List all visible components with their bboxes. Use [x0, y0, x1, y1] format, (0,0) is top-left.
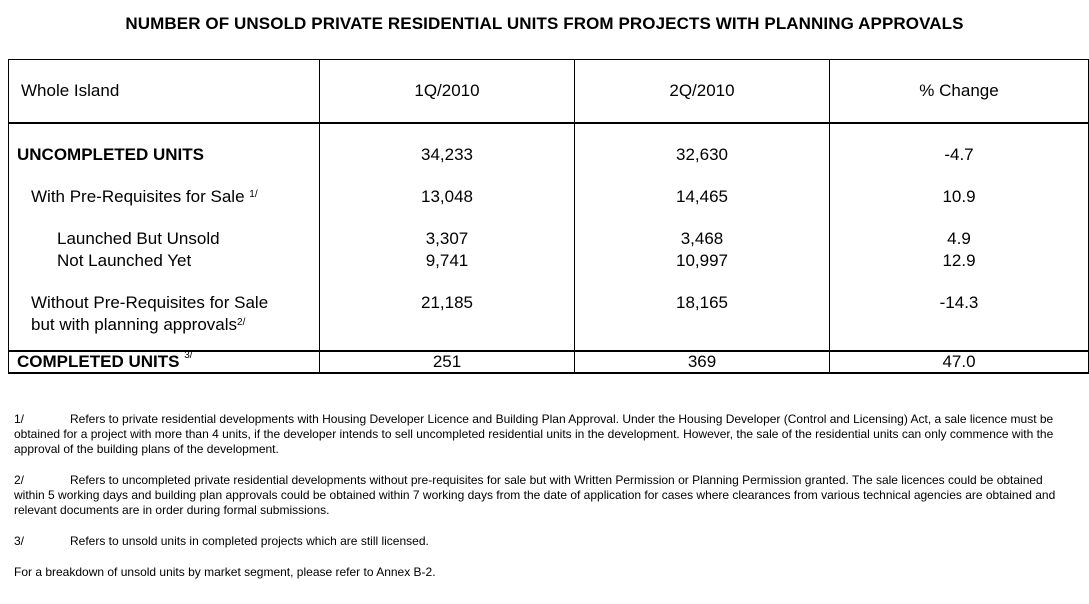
- uncompleted-q2: 32,630: [676, 145, 728, 164]
- table-header-row: [9, 60, 1089, 124]
- footnote-3: [14, 534, 1074, 549]
- header-region: Whole Island: [9, 60, 320, 124]
- without-prereq-change: -14.3: [939, 293, 979, 312]
- completed-units-row: [9, 351, 1089, 373]
- without-prereq-label-line1: Without Pre-Requisites for Sale: [31, 293, 269, 312]
- with-prereq-change: 10.9: [942, 187, 976, 206]
- with-prereq-label: With Pre-Requisites for Sale: [31, 187, 245, 206]
- header-pct-change: % Change: [830, 60, 1089, 124]
- closing-note: For a breakdown of unsold units by market segment, please refer to Annex B-2.: [14, 565, 436, 579]
- not-launched-label: Not Launched Yet: [57, 251, 192, 270]
- without-prereq-q1: 21,185: [421, 293, 473, 312]
- report-title: NUMBER OF UNSOLD PRIVATE RESIDENTIAL UNITS FROM PROJECTS WITH PLANNING APPROVALS: [125, 14, 964, 33]
- uncompleted-q1: 34,233: [421, 145, 473, 164]
- table-body-row: [9, 123, 1089, 351]
- launched-q1: 3,307: [425, 229, 469, 248]
- footnote-1-number: 1/: [14, 412, 25, 426]
- completed-units-label: COMPLETED UNITS: [17, 352, 180, 371]
- completed-change: 47.0: [830, 351, 1089, 373]
- footnotes: [14, 412, 1074, 596]
- footnote-2-text: Refers to uncompleted private residential developments without pre-requisites for sale but with Written Permission or Planning Permission granted. The sale licences could be obtained within 5 working days and building plan approvals could be obtained within 7 working days from the date of application for cases where clearances from various technical agencies are obtained and relevant documents are in order during formal submissions.: [14, 473, 1056, 517]
- without-prereq-q2: 18,165: [676, 293, 728, 312]
- without-prereq-label-line2-row: [9, 314, 319, 336]
- with-prereq-label-row: [9, 186, 319, 208]
- footnote-1: [14, 412, 1074, 457]
- completed-label-cell: [9, 351, 320, 373]
- row-labels-column: [9, 123, 320, 351]
- not-launched-q1: 9,741: [425, 251, 469, 270]
- footnote-1-text: Refers to private residential developments with Housing Developer Licence and Building Plan Approval. Under the Housing Developer (Control and Licensing) Act, a sale licence must be obtained for a project with more than 4 units, if the developer intends to sell uncompleted residential units in the development. However, the sale of the residential units can only commence with the approval of the building plans of the development.: [14, 412, 1054, 456]
- footnote-3-text: Refers to unsold units in completed projects which are still licensed.: [70, 534, 429, 548]
- uncompleted-units-label: UNCOMPLETED UNITS: [17, 145, 204, 164]
- header-2q2010: 2Q/2010: [575, 60, 830, 124]
- without-prereq-label-line2: but with planning approvals: [31, 315, 238, 334]
- not-launched-change: 12.9: [942, 251, 976, 270]
- header-1q2010: 1Q/2010: [320, 60, 575, 124]
- q1-values-column: [320, 123, 575, 351]
- change-values-column: [830, 123, 1089, 351]
- footnote-2: [14, 473, 1074, 518]
- uncompleted-change: -4.7: [944, 145, 974, 164]
- footnote-ref-2: 2/: [237, 317, 246, 328]
- with-prereq-q2: 14,465: [676, 187, 728, 206]
- footnote-3-number: 3/: [14, 534, 25, 548]
- footnote-ref-1: 1/: [249, 189, 258, 200]
- completed-q2: 369: [575, 351, 830, 373]
- launched-change: 4.9: [947, 229, 971, 248]
- q2-values-column: [575, 123, 830, 351]
- launched-q2: 3,468: [680, 229, 724, 248]
- not-launched-q2: 10,997: [676, 251, 728, 270]
- launched-unsold-label: Launched But Unsold: [57, 229, 220, 248]
- footnote-ref-3: 3/: [184, 350, 193, 361]
- unsold-units-table: [8, 59, 1089, 374]
- completed-q1: 251: [320, 351, 575, 373]
- with-prereq-q1: 13,048: [421, 187, 473, 206]
- footnote-2-number: 2/: [14, 473, 25, 487]
